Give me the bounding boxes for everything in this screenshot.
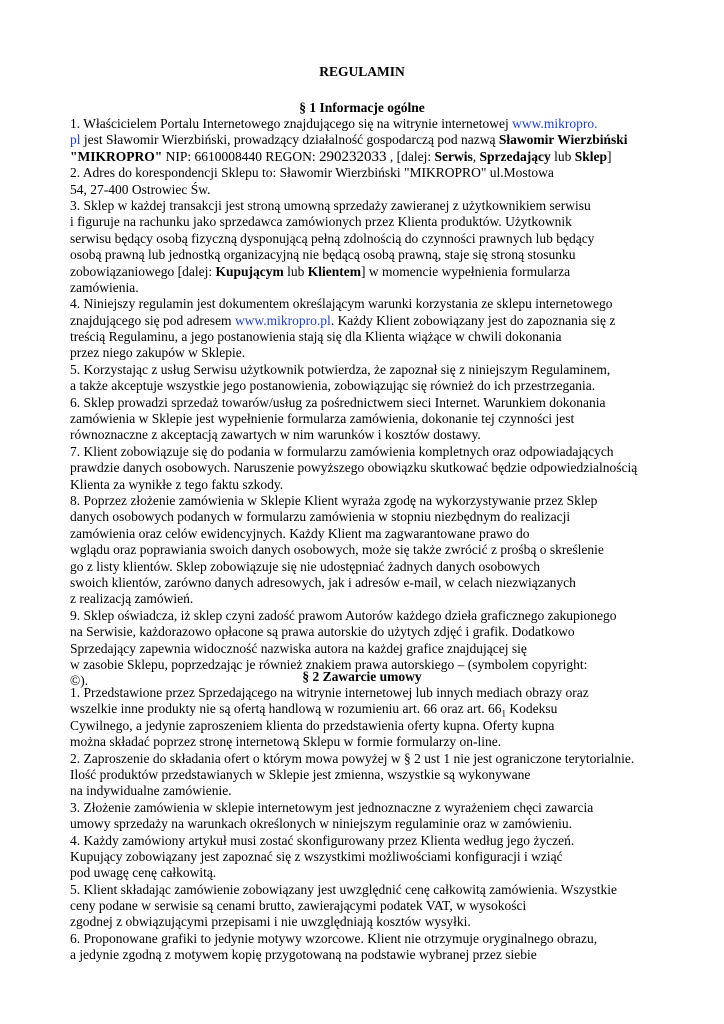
text-run: Cywilnego, a jedynie zaproszeniem klienta do przedstawienia oferty kupna. Oferty kupna bbox=[70, 717, 555, 733]
text-run: NIP: 6610008440 REGON: bbox=[162, 148, 319, 164]
text-run: w zasobie Sklepu, poprzedzając je również znakiem prawa autorskiego – (symbolem copyright: bbox=[70, 656, 588, 672]
text-line bbox=[70, 231, 720, 247]
text-line bbox=[70, 751, 720, 767]
text-line bbox=[70, 280, 720, 296]
bold-term: "MIKROPRO" bbox=[70, 148, 163, 164]
text-line bbox=[70, 833, 720, 849]
text-line bbox=[70, 149, 720, 165]
text-run: lub bbox=[550, 148, 575, 164]
text-run: swoich klientów, zarówno danych adresowych, jak i adresów e-mail, w celach niezwiązanych bbox=[70, 574, 576, 590]
text-run: Kodeksu bbox=[505, 701, 558, 717]
text-run: zgodnej z obwiązującymi przepisami i nie uwzględniają kosztów wysyłki. bbox=[70, 914, 471, 930]
text-line bbox=[70, 947, 720, 963]
text-run: z realizacją zamówień. bbox=[70, 591, 194, 607]
text-line bbox=[70, 214, 720, 230]
text-line bbox=[70, 898, 720, 914]
section-2-heading: § 2 Zawarcie umowy bbox=[302, 669, 422, 684]
text-run: 2. Zaproszenie do składania ofert o którym mowa powyżej w § 2 ust 1 nie jest ograniczone terytorialnie. bbox=[70, 750, 635, 766]
text-line bbox=[70, 460, 720, 476]
text-run: 2. Adres do korespondencji Sklepu to: Sławomir Wierzbiński "MIKROPRO" ul.Mostowa bbox=[70, 165, 554, 181]
text-line bbox=[70, 718, 720, 734]
text-run: znajdującego się pod adresem bbox=[70, 312, 235, 328]
text-run: danych osobowych podanych w formularzu zamówienia w stopniu niezbędnym do realizacji bbox=[70, 509, 571, 525]
text-run: ] bbox=[607, 148, 612, 164]
text-run: Kupujący zobowiązany jest zapoznać się z wszystkimi możliwościami konfiguracji i wziąć bbox=[70, 848, 563, 864]
text-line bbox=[70, 362, 720, 378]
text-line bbox=[70, 767, 720, 783]
regon-number: 290232033 bbox=[319, 148, 387, 165]
bold-term: Sklep bbox=[574, 148, 608, 164]
text-line bbox=[70, 182, 720, 198]
document-title: REGULAMIN bbox=[319, 64, 405, 79]
text-run: 1. Przedstawione przez Sprzedającego na witrynie internetowej lub innych mediach obrazy oraz bbox=[70, 685, 589, 700]
text-run: 3. Złożenie zamówienia w sklepie internetowym jest jednoznaczne z wyrażeniem chęci zawarcia bbox=[70, 799, 594, 815]
bold-term: Sprzedający bbox=[479, 148, 551, 164]
bold-term: Kupującym bbox=[215, 263, 284, 279]
text-run: Ilość produktów przedstawianych w Sklepie jest zmienna, wszystkie są wykonywane bbox=[70, 766, 531, 782]
text-line bbox=[70, 783, 720, 799]
website-link[interactable]: www.mikropro. bbox=[512, 116, 598, 131]
text-run: 1. Właścicielem Portalu Internetowego znajdującego się na witrynie internetowej bbox=[70, 116, 513, 131]
text-run: a jedynie zgodną z motywem kopię przygotowaną na podstawie wybranej przez siebie bbox=[70, 947, 537, 963]
text-run: 9. Sklep oświadcza, iż sklep czyni zadość prawom Autorów każdego dzieła graficznego zakupionego bbox=[70, 607, 617, 623]
text-run: na Serwisie, każdorazowo opłacone są prawa autorskie do użytych zdjęć i grafik. Dodatkowo bbox=[70, 624, 575, 640]
text-line bbox=[70, 132, 720, 148]
text-run: , bbox=[472, 148, 480, 164]
text-line bbox=[70, 575, 720, 591]
bold-term: Klientem bbox=[307, 263, 361, 279]
text-line bbox=[70, 559, 720, 575]
article-subscript: 1 bbox=[501, 709, 506, 720]
text-run: równoznaczne z akceptacją zawartych w nim warunków i kosztów dostawy. bbox=[70, 427, 481, 443]
text-run: Sprzedający zapewnia widoczność nazwiska autora na każdej grafice znajdującej się bbox=[70, 640, 527, 656]
text-run: i figuruje na rachunku jako sprzedawca zamówionych przez Klienta produktów. Użytkownik bbox=[70, 214, 572, 230]
bold-term: Sławomir Wierzbiński bbox=[498, 132, 628, 148]
text-line bbox=[70, 849, 720, 865]
text-run: 5. Korzystając z usług Serwisu użytkownik potwierdza, że zapoznał się z niniejszym Regulaminem, bbox=[70, 361, 611, 377]
text-run: można składać poprzez stronę internetową Sklepu w formie formularzy on-line. bbox=[70, 734, 502, 750]
text-run: Klienta za wynikłe z tego faktu szkody. bbox=[70, 476, 284, 492]
text-run: prawdzie danych osobowych. Naruszenie powyższego obowiązku skutkować będzie odpowiedzialnością bbox=[70, 460, 638, 476]
text-run: lub bbox=[283, 263, 308, 279]
text-run: zamówienia. bbox=[70, 279, 139, 295]
text-line bbox=[70, 313, 720, 329]
text-run: 7. Klient zobowiązuje się do podania w formularzu zamówienia kompletnych oraz odpowiadających bbox=[70, 443, 614, 459]
text-run: 3. Sklep w każdej transakcji jest stroną umowną sprzedaży zawieranej z użytkownikiem serwisu bbox=[70, 197, 591, 213]
text-run: na indywidualne zamówienie. bbox=[70, 783, 232, 799]
text-run: wglądu oraz poprawiania swoich danych osobowych, może się także zwrócić z prośbą o skreślenie bbox=[70, 542, 604, 558]
text-line bbox=[70, 734, 720, 750]
text-run: serwisu będący osobą fizyczną dysponującą pełną zdolnością do czynności prawnych lub będący bbox=[70, 230, 595, 246]
section-2-body bbox=[70, 685, 720, 964]
text-line bbox=[70, 198, 720, 214]
text-line bbox=[70, 509, 720, 525]
text-line bbox=[70, 865, 720, 881]
text-run: ©). bbox=[70, 673, 89, 689]
text-line bbox=[70, 591, 720, 607]
text-line bbox=[70, 165, 720, 181]
text-line bbox=[70, 247, 720, 263]
text-line bbox=[70, 542, 720, 558]
text-run: osobą prawną lub jednostką organizacyjną nie będącą osobą prawną, staje się stroną stosunku bbox=[70, 247, 576, 263]
text-run: go z listy klientów. Sklep zobowiązuje się nie udostępniać żadnych danych osobowych bbox=[70, 558, 541, 574]
text-run: 5. Klient składając zamówienie zobowiązany jest uwzględnić cenę całkowitą zamówienia. Wszystkie bbox=[70, 881, 618, 897]
text-line bbox=[70, 116, 720, 132]
website-link[interactable]: pl bbox=[70, 132, 81, 148]
text-line bbox=[70, 931, 720, 947]
text-run: zamówienia w Sklepie jest wypełnienie formularza zamówienia, dokonanie tej czynności jest bbox=[70, 411, 575, 427]
text-line bbox=[70, 477, 720, 493]
text-line bbox=[70, 427, 720, 443]
text-line bbox=[70, 816, 720, 832]
text-line bbox=[70, 444, 720, 460]
section-1-body bbox=[70, 116, 720, 690]
text-run: 54, 27-400 Ostrowiec Św. bbox=[70, 181, 211, 197]
text-line bbox=[70, 526, 720, 542]
text-run: umowy sprzedaży na warunkach określonych w niniejszym regulaminie oraz w zamówieniu. bbox=[70, 816, 572, 832]
text-line bbox=[70, 685, 720, 701]
text-run: . Każdy Klient zobowiązany jest do zapoznania się z bbox=[330, 312, 616, 328]
text-line bbox=[70, 296, 720, 312]
bold-term: Serwis bbox=[434, 148, 473, 164]
text-line bbox=[70, 914, 720, 930]
text-run: ceny podane w serwisie są cenami brutto, zawierającymi podatek VAT, w wysokości bbox=[70, 898, 527, 914]
text-run: 4. Każdy zamówiony artykuł musi zostać skonfigurowany przez Klienta według jego życzeń. bbox=[70, 832, 575, 848]
text-run: 6. Proponowane grafiki to jedynie motywy wzorcowe. Klient nie otrzymuje oryginalnego obrazu, bbox=[70, 930, 598, 946]
text-run: 8. Poprzez złożenie zamówienia w Sklepie Klient wyraża zgodę na wykorzystywanie przez Sklep bbox=[70, 492, 598, 508]
text-run: a także akceptuje wszystkie jego postanowienia, zobowiązując się również do ich przestrzegania. bbox=[70, 378, 596, 394]
text-run: pod uwagę cenę całkowitą. bbox=[70, 865, 217, 881]
text-line bbox=[70, 411, 720, 427]
text-run: zobowiązaniowego [dalej: bbox=[70, 263, 216, 279]
text-run: treścią Regulaminu, a jego postanowienia stają się dla Klienta wiążące w chwili dokonania bbox=[70, 329, 562, 345]
text-run: 4. Niniejszy regulamin jest dokumentem określającym warunki korzystania ze sklepu internetowego bbox=[70, 296, 613, 312]
text-line bbox=[70, 641, 720, 657]
text-run: ] w momencie wypełnienia formularza bbox=[360, 263, 571, 279]
text-line bbox=[70, 701, 720, 720]
text-line bbox=[70, 624, 720, 640]
text-run: jest Sławomir Wierzbiński, prowadzący działalność gospodarczą pod nazwą bbox=[80, 132, 499, 148]
text-line bbox=[70, 493, 720, 509]
text-line bbox=[70, 608, 720, 624]
text-line bbox=[70, 264, 720, 280]
text-line bbox=[70, 395, 720, 411]
section-1-heading: § 1 Informacje ogólne bbox=[299, 100, 425, 115]
text-run: zamówienia oraz celów ewidencyjnych. Każdy Klient ma zagwarantowane prawo do bbox=[70, 525, 530, 541]
text-run: 6. Sklep prowadzi sprzedaż towarów/usług za pośrednictwem sieci Internet. Warunkiem dokonania bbox=[70, 394, 606, 410]
text-line bbox=[70, 329, 720, 345]
text-line bbox=[70, 882, 720, 898]
text-line bbox=[70, 800, 720, 816]
text-line bbox=[70, 345, 720, 361]
text-line bbox=[70, 378, 720, 394]
text-run: , [dalej: bbox=[386, 148, 435, 164]
website-link[interactable]: www.mikropro.pl bbox=[234, 312, 331, 328]
text-run: przez niego zakupów w Sklepie. bbox=[70, 345, 246, 361]
text-run: wszelkie inne produkty nie są ofertą handlową w rozumieniu art. 66 oraz art. 66 bbox=[70, 701, 502, 717]
